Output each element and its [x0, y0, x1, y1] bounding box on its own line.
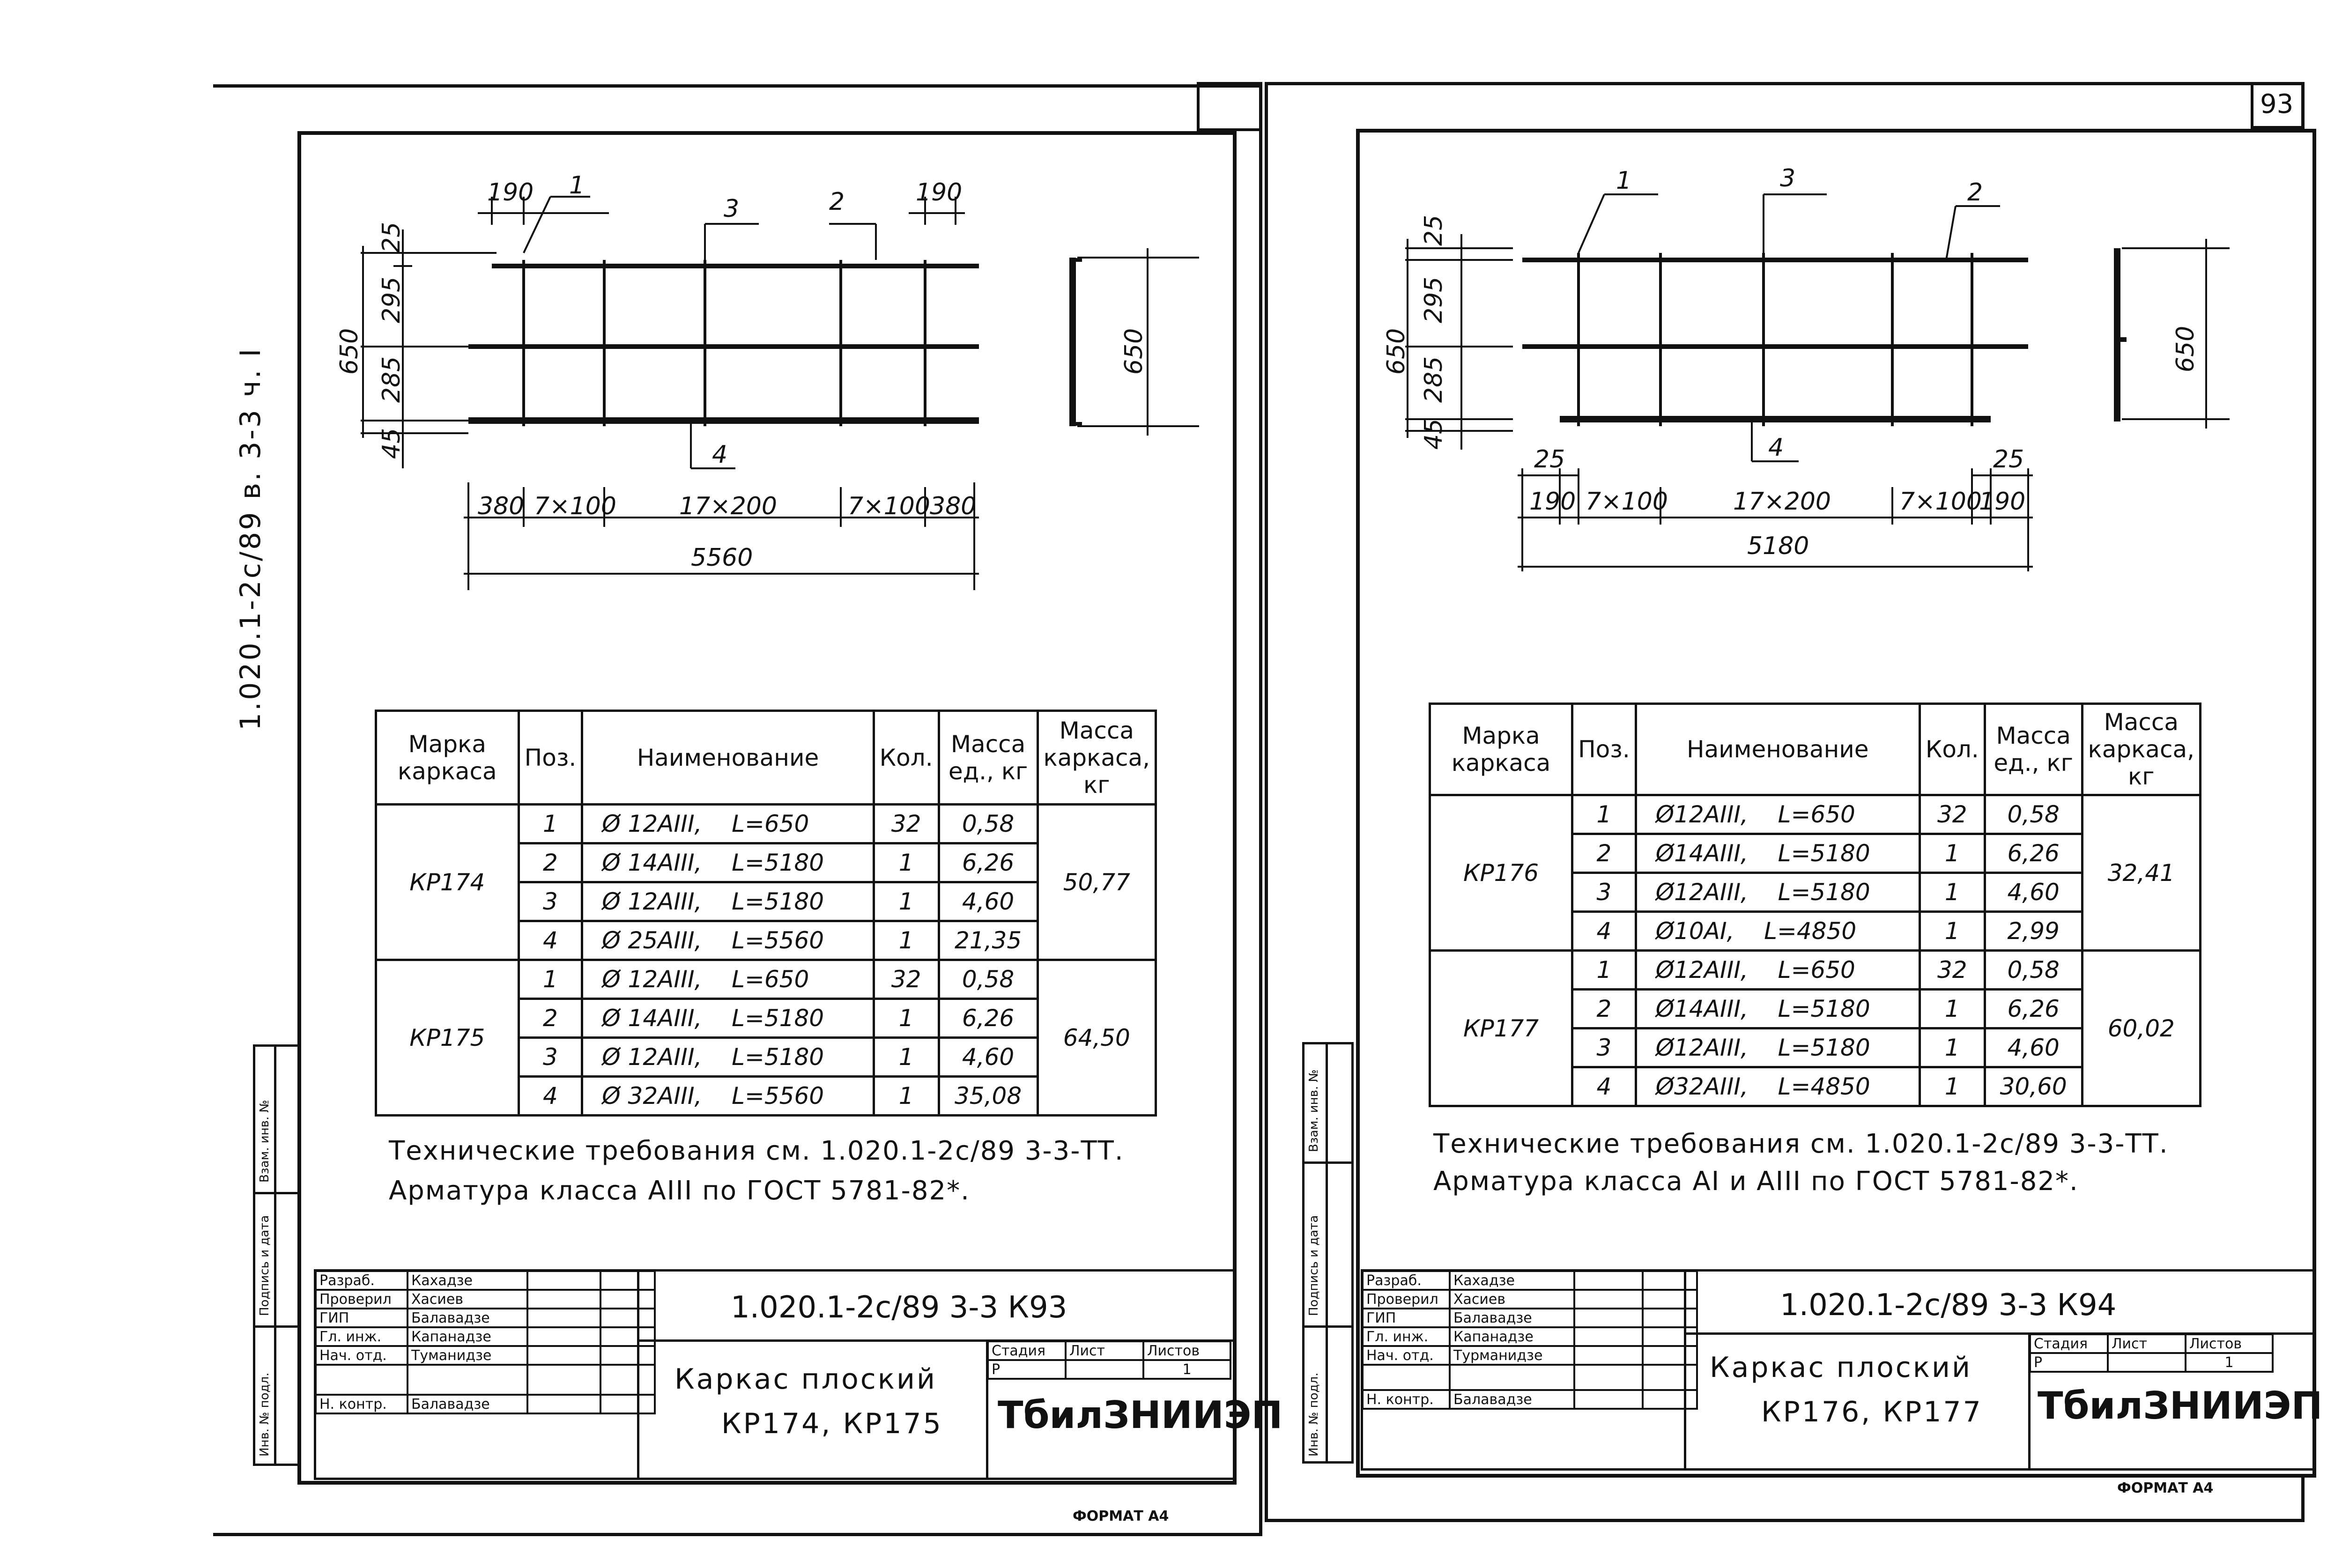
stage-h: Лист: [1066, 1341, 1143, 1360]
qty: 32: [874, 960, 939, 999]
mark-kr176: КР176: [1430, 795, 1572, 951]
qty: 32: [874, 805, 939, 843]
left-format: ФОРМАТ А4: [1073, 1508, 1169, 1524]
sign: [527, 1395, 600, 1413]
name-cell: [1636, 795, 1920, 834]
sign: [527, 1346, 600, 1365]
left-stage-table: [987, 1340, 1231, 1380]
qty: 32: [1920, 951, 1985, 990]
qty: 1: [874, 882, 939, 921]
right-strip-inv: Инв. № подл.: [1307, 1372, 1321, 1457]
name-cell: [582, 805, 874, 843]
left-stamp-signatures: [315, 1270, 656, 1414]
th-mark: Марка каркаса: [376, 711, 519, 805]
stage-v: 1: [1143, 1360, 1230, 1379]
sign: [1574, 1309, 1643, 1327]
th-name: Наименование: [582, 711, 874, 805]
right-side-650: 650: [2172, 325, 2200, 372]
bar-name: Ø 32АIII,: [602, 1082, 702, 1109]
stage-v: Р: [988, 1360, 1066, 1379]
role: Проверил: [316, 1290, 408, 1309]
sign: [1574, 1327, 1643, 1346]
sign: [527, 1365, 600, 1395]
left-dim-295: 295: [378, 276, 406, 323]
strip-divider: [1302, 1161, 1354, 1164]
left-dim-b5: 380: [930, 492, 977, 520]
mass: 6,26: [939, 843, 1038, 882]
left-note-1: Технические требования см. 1.020.1-2с/89 3-3-ТТ.: [389, 1136, 1124, 1166]
bar-len: L=5560: [732, 927, 824, 954]
mass: 4,60: [1985, 1028, 2082, 1067]
person: Капанадзе: [1450, 1327, 1574, 1346]
th-qty: Кол.: [1920, 704, 1985, 795]
right-callout-3: 3: [1780, 164, 1796, 192]
left-dim-b3: 17×200: [679, 492, 777, 520]
th-mass-unit: Масса ед., кг: [1985, 704, 2082, 795]
qty: 1: [1920, 912, 1985, 951]
left-dim-45: 45: [378, 428, 406, 459]
left-stamp-title2: КР174, КР175: [721, 1407, 943, 1440]
bar-name: Ø12АIII,: [1655, 801, 1749, 828]
role: Разраб.: [316, 1271, 408, 1290]
mass: 0,58: [1985, 795, 2082, 834]
right-callout-4: 4: [1768, 434, 1784, 462]
stage-h: Стадия: [988, 1341, 1066, 1360]
qty: 1: [1920, 990, 1985, 1028]
bar-name: Ø 12АIII,: [602, 888, 702, 915]
sign: [527, 1271, 600, 1290]
left-stamp-org: ТбилЗНИИЭП: [998, 1393, 1283, 1437]
total-kr174: 50,77: [1038, 805, 1156, 960]
name-cell: [582, 921, 874, 960]
mass: 0,58: [939, 960, 1038, 999]
pos: 3: [1572, 873, 1636, 912]
right-strip-sign: Подпись и дата: [1307, 1215, 1321, 1316]
right-format: ФОРМАТ А4: [2117, 1480, 2214, 1496]
name-cell: [582, 882, 874, 921]
mass: 6,26: [1985, 834, 2082, 873]
bar-name: Ø 14АIII,: [602, 849, 702, 876]
stage-v: 1: [2186, 1353, 2273, 1372]
pos: 2: [519, 843, 582, 882]
date: [600, 1327, 655, 1346]
right-dim-b1: 190: [1529, 488, 1576, 516]
pos: 1: [1572, 795, 1636, 834]
right-frame-drawing: [0, 0, 2342, 609]
qty: 1: [874, 1038, 939, 1077]
left-spec-table: [375, 710, 1157, 1117]
bar-name: Ø32АIII,: [1655, 1073, 1749, 1100]
strip-divider: [1302, 1325, 1354, 1328]
mass: 35,08: [939, 1077, 1038, 1116]
pos: 2: [519, 999, 582, 1038]
left-dim-25: 25: [378, 222, 406, 253]
qty: 1: [1920, 1028, 1985, 1067]
right-dim-total: 5180: [1747, 532, 1809, 560]
right-note-2: Арматура класса АI и АIII по ГОСТ 5781-82*.: [1433, 1166, 2079, 1197]
pos: 1: [1572, 951, 1636, 990]
strip-divider: [253, 1192, 300, 1194]
left-dim-total: 5560: [691, 544, 753, 572]
right-strip-replace: Взам. инв. №: [1307, 1069, 1321, 1152]
date: [1643, 1290, 1697, 1309]
left-callout-3: 3: [724, 195, 740, 223]
left-dim-650: 650: [335, 328, 363, 375]
pos: 3: [1572, 1028, 1636, 1067]
left-dim-top-2: 190: [916, 178, 963, 207]
qty: 1: [874, 1077, 939, 1116]
pos: 4: [1572, 1067, 1636, 1106]
person: Турманидзе: [1450, 1346, 1574, 1365]
stage-v: [2108, 1353, 2186, 1372]
mass: 6,26: [939, 999, 1038, 1038]
bar-len: L=650: [1778, 956, 1855, 984]
th-name: Наименование: [1636, 704, 1920, 795]
qty: 1: [1920, 1067, 1985, 1106]
right-callout-1: 1: [1616, 167, 1632, 195]
total-kr176: 32,41: [2082, 795, 2200, 951]
right-dim-295: 295: [1420, 276, 1448, 323]
bar-name: Ø 12АIII,: [602, 966, 702, 993]
name-cell: [1636, 834, 1920, 873]
mass: 21,35: [939, 921, 1038, 960]
role: [316, 1365, 408, 1395]
person: Хасиев: [408, 1290, 527, 1309]
left-strip-sign: Подпись и дата: [258, 1215, 272, 1316]
person: Кахадзе: [408, 1271, 527, 1290]
name-cell: [582, 1077, 874, 1116]
date: [600, 1365, 655, 1395]
date: [600, 1395, 655, 1413]
date: [600, 1290, 655, 1309]
qty: 1: [874, 921, 939, 960]
mass: 4,60: [1985, 873, 2082, 912]
right-dim-small-2: 25: [1993, 445, 2024, 473]
th-mark: Марка каркаса: [1430, 704, 1572, 795]
left-dim-285: 285: [378, 356, 406, 403]
bar-name: Ø10АI,: [1655, 917, 1734, 945]
date: [1643, 1309, 1697, 1327]
bar-len: L=650: [732, 966, 809, 993]
name-cell: [1636, 1028, 1920, 1067]
date: [1643, 1346, 1697, 1365]
bar-name: Ø14АIII,: [1655, 995, 1749, 1022]
date: [1643, 1365, 1697, 1390]
person: Хасиев: [1450, 1290, 1574, 1309]
bar-name: Ø14АIII,: [1655, 840, 1749, 867]
mark-kr175: КР175: [376, 960, 519, 1116]
name-cell: [1636, 990, 1920, 1028]
person: Кахадзе: [1450, 1271, 1574, 1290]
date: [1643, 1271, 1697, 1290]
right-dim-45: 45: [1420, 418, 1448, 450]
left-callout-4: 4: [712, 441, 728, 469]
right-stage-table: [2029, 1333, 2274, 1373]
pos: 4: [519, 1077, 582, 1116]
role: Нач. отд.: [316, 1346, 408, 1365]
right-dim-b4: 7×100: [1899, 488, 1982, 516]
left-stamp-title1: Каркас плоский: [674, 1363, 937, 1396]
qty: 1: [1920, 834, 1985, 873]
mass: 2,99: [1985, 912, 2082, 951]
mass: 0,58: [1985, 951, 2082, 990]
right-stamp-title1: Каркас плоский: [1710, 1351, 1972, 1384]
bar-name: Ø12АIII,: [1655, 1034, 1749, 1061]
name-cell: [582, 960, 874, 999]
left-note-2: Арматура класса АIII по ГОСТ 5781-82*.: [389, 1176, 970, 1206]
person: Балавадзе: [408, 1395, 527, 1413]
right-callout-2: 2: [1967, 178, 1983, 207]
qty: 1: [874, 843, 939, 882]
name-cell: [1636, 951, 1920, 990]
left-dim-b1: 380: [478, 492, 525, 520]
person: [1450, 1365, 1574, 1390]
right-dim-small-1: 25: [1534, 445, 1565, 473]
strip-divider: [253, 1325, 300, 1328]
stage-h: Стадия: [2030, 1334, 2108, 1353]
bar-name: Ø12АIII,: [1655, 956, 1749, 984]
right-page-no: 93: [2260, 89, 2294, 119]
mass: 6,26: [1985, 990, 2082, 1028]
left-side-650: 650: [1120, 328, 1148, 375]
bar-len: L=5180: [732, 849, 824, 876]
mass: 30,60: [1985, 1067, 2082, 1106]
name-cell: [1636, 1067, 1920, 1106]
bar-len: L=5180: [732, 1005, 824, 1032]
pos: 3: [519, 882, 582, 921]
right-stamp-code: 1.020.1-2с/89 3-3 К94: [1780, 1288, 2117, 1323]
bar-len: L=650: [1778, 801, 1855, 828]
right-dim-b2: 7×100: [1586, 488, 1668, 516]
sign: [1574, 1346, 1643, 1365]
strip-vdivider: [274, 1044, 276, 1466]
role: Н. контр.: [316, 1395, 408, 1413]
pos: 1: [519, 960, 582, 999]
role: Гл. инж.: [316, 1327, 408, 1346]
right-note-1: Технические требования см. 1.020.1-2с/89 3-3-ТТ.: [1433, 1129, 2169, 1159]
right-dim-b5: 190: [1979, 488, 2026, 516]
role: ГИП: [316, 1309, 408, 1327]
sign: [527, 1327, 600, 1346]
person: Балавадзе: [1450, 1390, 1574, 1409]
mark-kr177: КР177: [1430, 951, 1572, 1106]
role: Проверил: [1363, 1290, 1450, 1309]
stage-v: Р: [2030, 1353, 2108, 1372]
left-side-code: 1.020.1-2c/89 в. 3-3 ч. I: [234, 347, 267, 731]
sign: [1574, 1365, 1643, 1390]
th-pos: Поз.: [519, 711, 582, 805]
name-cell: [582, 999, 874, 1038]
th-mass-total: Масса каркаса, кг: [2082, 704, 2200, 795]
right-dim-650: 650: [1382, 328, 1410, 375]
pos: 1: [519, 805, 582, 843]
role: Нач. отд.: [1363, 1346, 1450, 1365]
bar-name: Ø 14АIII,: [602, 1005, 702, 1032]
bar-len: L=5560: [732, 1082, 824, 1109]
left-strip-inv: Инв. № подл.: [258, 1372, 272, 1457]
right-dim-25: 25: [1420, 214, 1448, 246]
person: Балавадзе: [1450, 1309, 1574, 1327]
qty: 32: [1920, 795, 1985, 834]
right-stamp-signatures: [1362, 1270, 1698, 1410]
stamp-vline: [637, 1269, 639, 1480]
date: [600, 1309, 655, 1327]
name-cell: [1636, 912, 1920, 951]
bar-len: L=4850: [1778, 1073, 1870, 1100]
bar-name: Ø 25АIII,: [602, 927, 702, 954]
mark-kr174: КР174: [376, 805, 519, 960]
bar-len: L=650: [732, 810, 809, 837]
left-strip-replace: Взам. инв. №: [258, 1100, 272, 1183]
qty: 1: [1920, 873, 1985, 912]
mass: 4,60: [939, 882, 1038, 921]
date: [1643, 1390, 1697, 1409]
sign: [1574, 1271, 1643, 1290]
right-spec-table: [1429, 703, 2201, 1107]
bar-len: L=5180: [732, 888, 824, 915]
role: [1363, 1365, 1450, 1390]
person: Туманидзе: [408, 1346, 527, 1365]
qty: 1: [874, 999, 939, 1038]
bar-name: Ø12АIII,: [1655, 879, 1749, 906]
role: ГИП: [1363, 1309, 1450, 1327]
date: [1643, 1327, 1697, 1346]
sign: [1574, 1390, 1643, 1409]
date: [600, 1271, 655, 1290]
bar-len: L=5180: [1778, 879, 1870, 906]
strip-vdivider: [1326, 1042, 1328, 1464]
sign: [527, 1309, 600, 1327]
left-dim-b2: 7×100: [534, 492, 616, 520]
total-kr175: 64,50: [1038, 960, 1156, 1116]
right-dim-b3: 17×200: [1733, 488, 1831, 516]
pos: 4: [1572, 912, 1636, 951]
stamp-vline: [1684, 1269, 1686, 1471]
sign: [527, 1290, 600, 1309]
mass: 0,58: [939, 805, 1038, 843]
pos: 3: [519, 1038, 582, 1077]
stage-h: Лист: [2108, 1334, 2186, 1353]
stage-v: [1066, 1360, 1143, 1379]
role: Гл. инж.: [1363, 1327, 1450, 1346]
bar-name: Ø 12АIII,: [602, 810, 702, 837]
date: [600, 1346, 655, 1365]
role: Н. контр.: [1363, 1390, 1450, 1409]
th-mass-unit: Масса ед., кг: [939, 711, 1038, 805]
mass: 4,60: [939, 1038, 1038, 1077]
pos: 2: [1572, 990, 1636, 1028]
right-stamp-title2: КР176, КР177: [1761, 1396, 1983, 1428]
left-dim-top-1: 190: [487, 178, 534, 207]
pos: 4: [519, 921, 582, 960]
th-qty: Кол.: [874, 711, 939, 805]
name-cell: [582, 1038, 874, 1077]
stage-h: Листов: [1143, 1341, 1230, 1360]
left-callout-1: 1: [569, 171, 585, 200]
name-cell: [582, 843, 874, 882]
person: Балавадзе: [408, 1309, 527, 1327]
bar-len: L=5180: [1778, 1034, 1870, 1061]
right-dim-285: 285: [1420, 356, 1448, 403]
th-pos: Поз.: [1572, 704, 1636, 795]
bar-len: L=4850: [1764, 917, 1857, 945]
pos: 2: [1572, 834, 1636, 873]
th-mass-total: Масса каркаса, кг: [1038, 711, 1156, 805]
sign: [1574, 1290, 1643, 1309]
person: [408, 1365, 527, 1395]
role: Разраб.: [1363, 1271, 1450, 1290]
right-stamp-org: ТбилЗНИИЭП: [2038, 1384, 2323, 1427]
left-dim-b4: 7×100: [848, 492, 930, 520]
person: Капанадзе: [408, 1327, 527, 1346]
stage-h: Листов: [2186, 1334, 2273, 1353]
left-callout-2: 2: [829, 188, 845, 216]
bar-name: Ø 12АIII,: [602, 1043, 702, 1071]
bar-len: L=5180: [1778, 995, 1870, 1022]
name-cell: [1636, 873, 1920, 912]
bar-len: L=5180: [732, 1043, 824, 1071]
total-kr177: 60,02: [2082, 951, 2200, 1106]
bar-len: L=5180: [1778, 840, 1870, 867]
left-stamp-code: 1.020.1-2с/89 3-3 К93: [731, 1290, 1067, 1325]
